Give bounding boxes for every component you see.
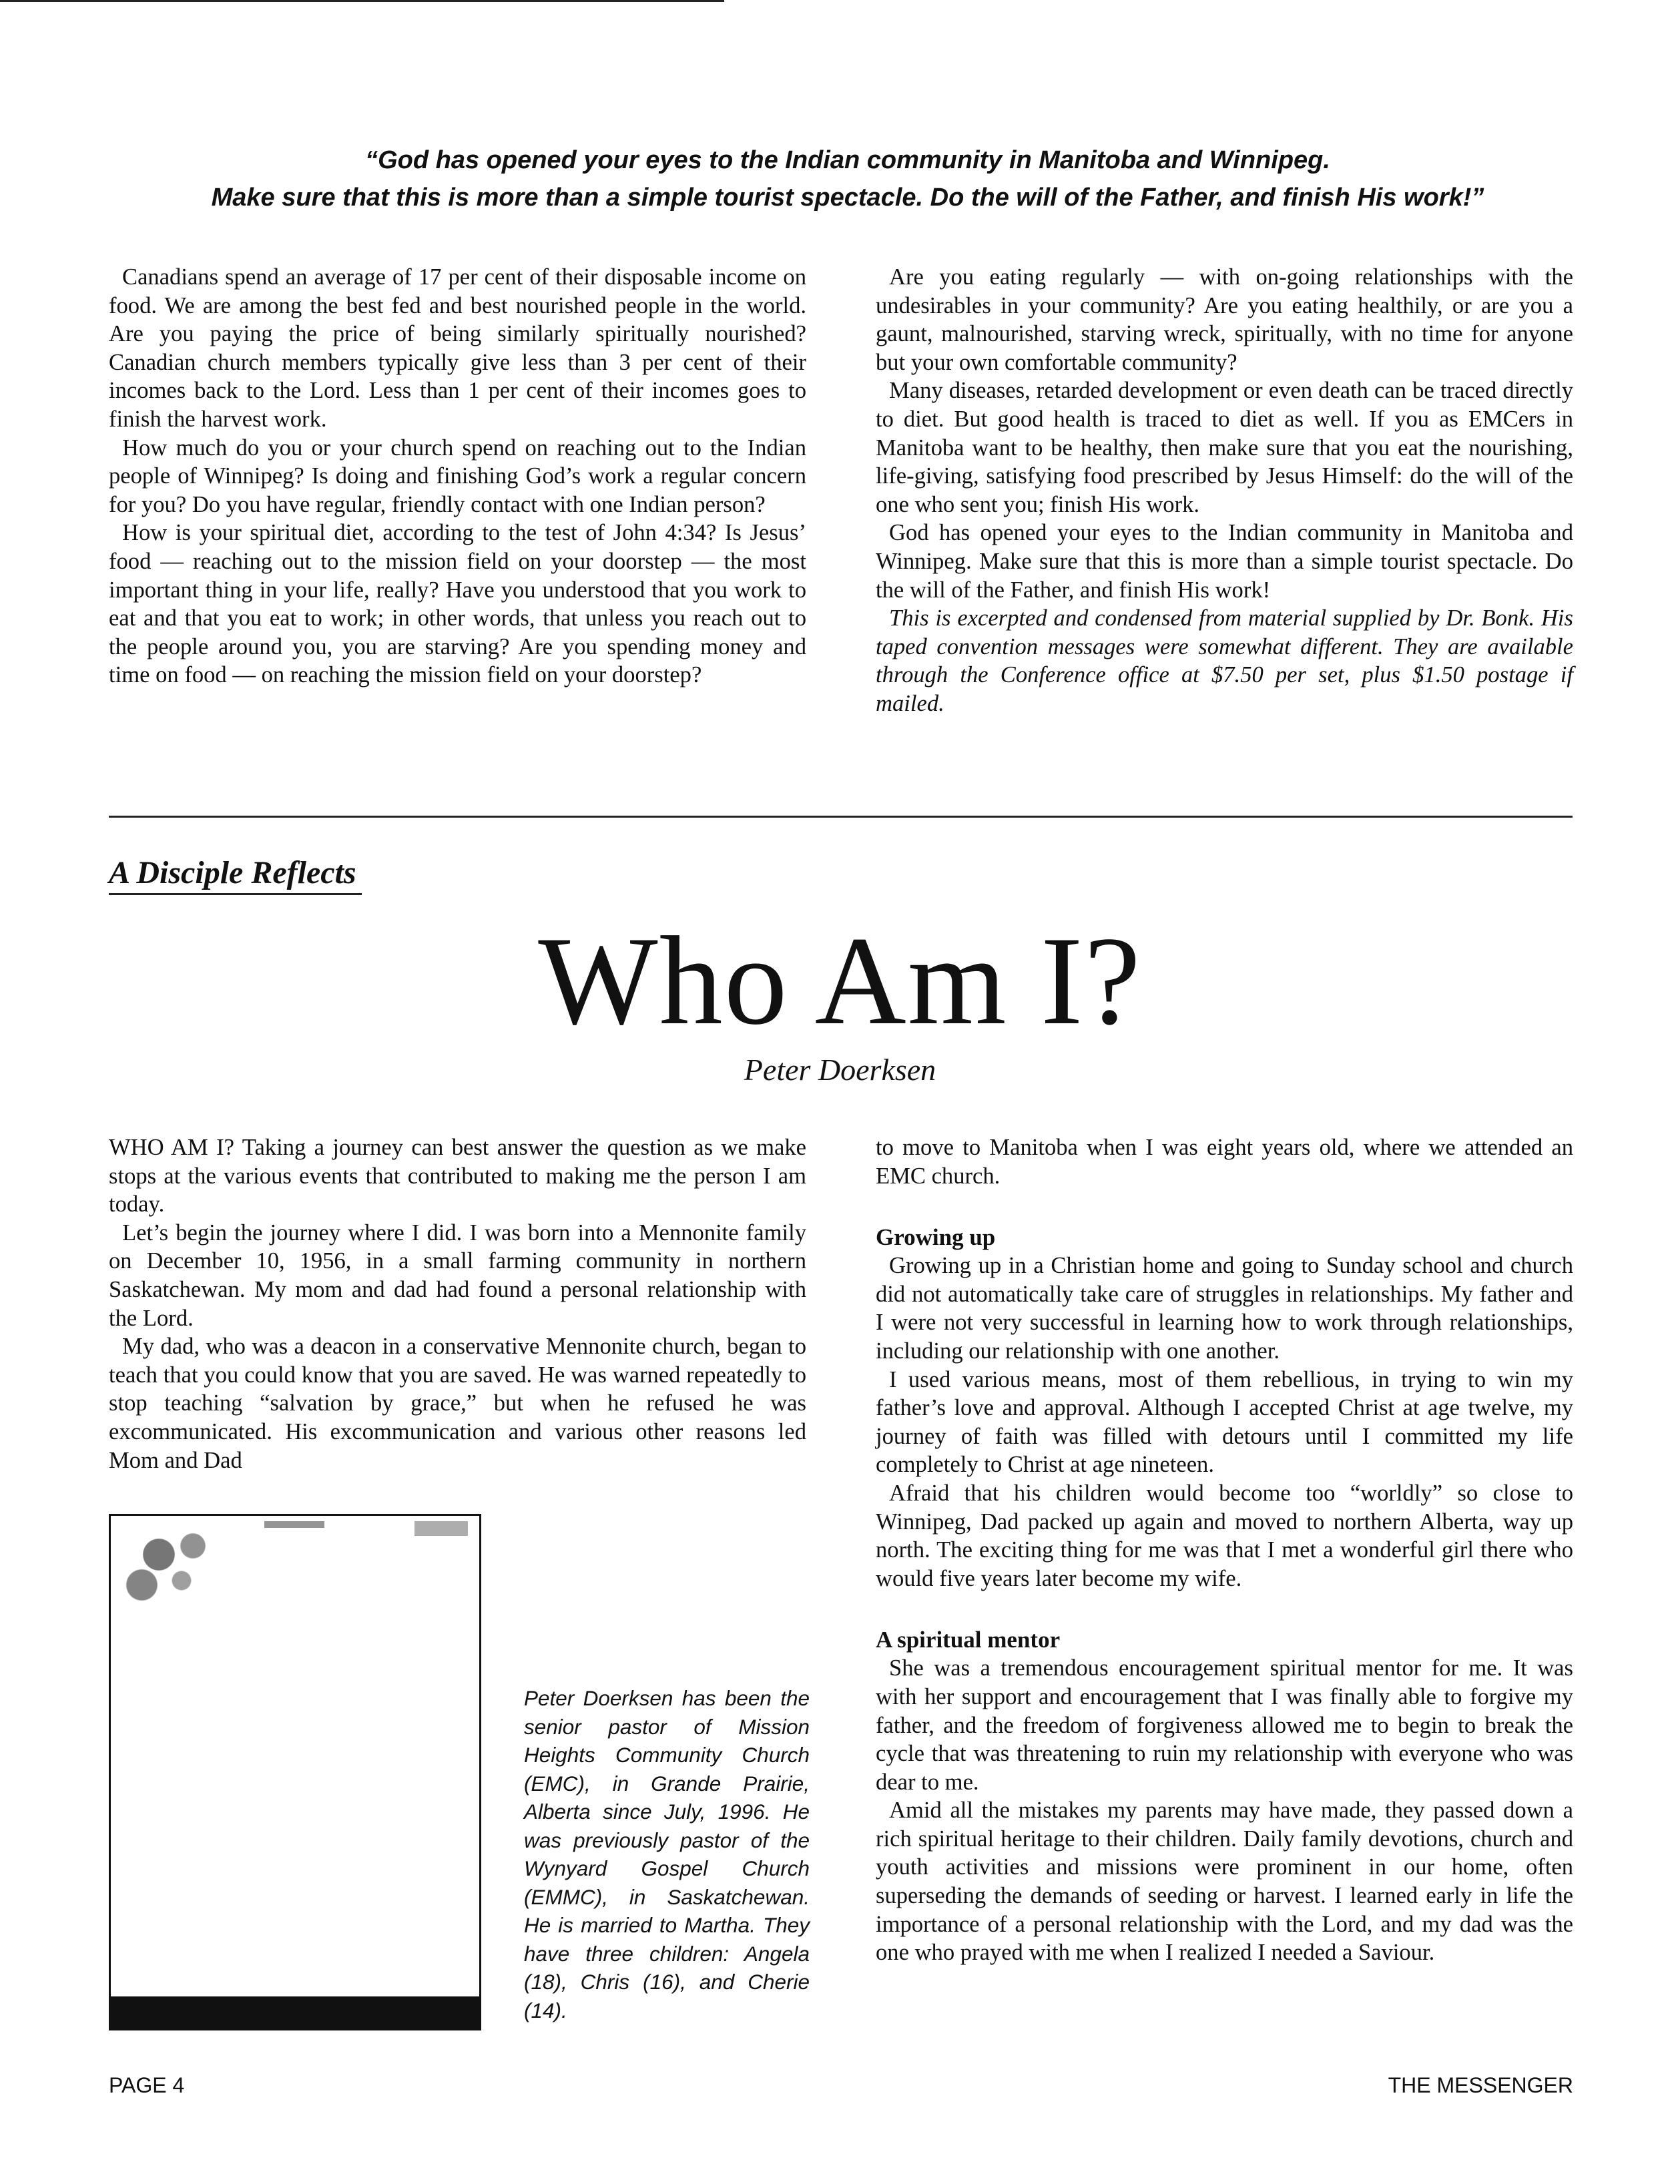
paragraph: Let’s begin the journey where I did. I was born into a Mennonite family on December 10, 1956, in a small farming community in northern Saskatchewan. My mom and dad had found a personal relationship with the Lord. (109, 1219, 806, 1331)
publication-name: THE MESSENGER (1388, 2073, 1573, 2097)
photo-bottom-band (111, 1996, 479, 2028)
paragraph: Are you eating regularly — with on-going relationships with the undesirables in your community? Are you eating healthily, or are you a gaunt, malnourished, starving wreck, spiritually, with no time for anyone but your own comfortable community? (876, 264, 1573, 375)
page-number: PAGE 4 (109, 2073, 185, 2097)
paragraph: My dad, who was a deacon in a conservative Mennonite church, began to teach that you could know that you are saved. He was warned repeatedly to stop teaching “salvation by grace,” but when he refused he was excommunicated. His excommunication and various other reasons led Mom and Dad (109, 1334, 806, 1473)
photo-artifact (113, 1520, 227, 1607)
paragraph: WHO AM I? Taking a journey can best answer the question as we make stops at the various events that contributed to making me the person I am today. (109, 1135, 806, 1217)
feature-left-column (109, 1133, 806, 1474)
section-heading-growing-up: Growing up (876, 1224, 996, 1251)
paragraph: God has opened your eyes to the Indian community in Manitoba and Winnipeg. Make sure that this is more than a simple tourist spectacle. Do the will of the Father, and finish His work! (876, 520, 1573, 603)
paragraph: How is your spiritual diet, according to the test of John 4:34? Is Jesus’ food — reaching out to the mission field on your doorstep — the most important thing in your life, really? Have you understood that you work to eat and that you eat to work; in other words, that unless you reach out to the people around you, you are starving? Are you spending money and time on food — on reaching the mission field on your doorstep? (109, 520, 806, 688)
pull-quote-line-2: Make sure that this is more than a simple tourist spectacle. Do the will of the Father, and finish His work!” (211, 184, 1484, 212)
upper-article-right-column (876, 263, 1573, 718)
column-kicker: A Disciple Reflects (109, 853, 362, 895)
pull-quote (107, 142, 1589, 216)
paragraph: Afraid that his children would become too “worldly” so close to Winnipeg, Dad packed up again and moved to northern Alberta, way up north. The exciting thing for me was that I met a wonderful girl there who would five years later become my wife. (876, 1480, 1573, 1591)
paragraph: Many diseases, retarded development or even death can be traced directly to diet. But good health is traced to diet as well. If you as EMCers in Manitoba want to be healthy, then make sure that you eat the nourishing, life-giving, satisfying food prescribed by Jesus Himself: do the will of the one who sent you; finish His work. (876, 378, 1573, 517)
feature-right-column (876, 1133, 1573, 1967)
photo-artifact (264, 1521, 324, 1528)
source-note: This is excerpted and condensed from material supplied by Dr. Bonk. His taped convention messages were somewhat different. They are available through the Conference office at $7.50 per set, plus $1.50 postage if mailed. (876, 605, 1573, 716)
section-divider (109, 816, 1573, 818)
upper-article-left-column (109, 263, 806, 690)
paragraph: Amid all the mistakes my parents may have made, they passed down a rich spiritual heritage to their children. Daily family devotions, church and youth activities and missions were prominent in our home, often superseding the demands of seeding or harvest. I learned early in life the importance of a personal relationship with the Lord, and my dad was the one who prayed with me when I realized I needed a Saviour. (876, 1798, 1573, 1966)
paragraph: Canadians spend an average of 17 per cent of their disposable income on food. We are among the best fed and best nourished people in the world. Are you paying the price of being similarly spiritually nourished? Canadian church members typically give less than 3 per cent of their incomes back to the Lord. Less than 1 per cent of their incomes goes to finish the harvest work. (109, 264, 806, 432)
pull-quote-line-1: “God has opened your eyes to the Indian community in Manitoba and Winnipeg. (365, 146, 1330, 174)
paragraph: I used various means, most of them rebellious, in trying to win my father’s love and approval. Although I accepted Christ at age twelve, my journey of faith was filled with detours until I committed my life completely to Christ at age nineteen. (876, 1366, 1573, 1478)
paragraph: Growing up in a Christian home and going to Sunday school and church did not automatically take care of struggles in relationships. My father and I were not very successful in learning how to work through relationships, including our relationship with one another. (876, 1253, 1573, 1364)
paragraph: How much do you or your church spend on reaching out to the Indian people of Winnipeg? Is doing and finishing God’s work a regular concern for you? Do you have regular, friendly contact with one Indian person? (109, 435, 806, 517)
paragraph: to move to Manitoba when I was eight years old, where we attended an EMC church. (876, 1135, 1573, 1189)
article-byline: Peter Doerksen (744, 1053, 936, 1087)
author-bio-caption: Peter Doerksen has been the senior pastor of Mission Heights Community Church (EMC), in Grande Prairie, Alberta since July, 1996. He was previously pastor of the Wynyard Gospel Church (EMMC), in Saskatchewan. He is married to Martha. They have three children: Angela (18), Chris (16), and Cherie (14). (524, 1686, 810, 2022)
article-title: Who Am I? (538, 911, 1142, 1051)
top-edge-rule (0, 0, 724, 2)
author-photo (109, 1514, 481, 2030)
paragraph: She was a tremendous encouragement spiritual mentor for me. It was with her support and encouragement that I was finally able to forgive my father, and the freedom of forgiveness allowed me to begin to break the cycle that was threatening to ruin my relationship with everyone who was dear to me. (876, 1655, 1573, 1795)
section-heading-spiritual-mentor: A spiritual mentor (876, 1627, 1061, 1653)
photo-artifact (414, 1521, 468, 1536)
